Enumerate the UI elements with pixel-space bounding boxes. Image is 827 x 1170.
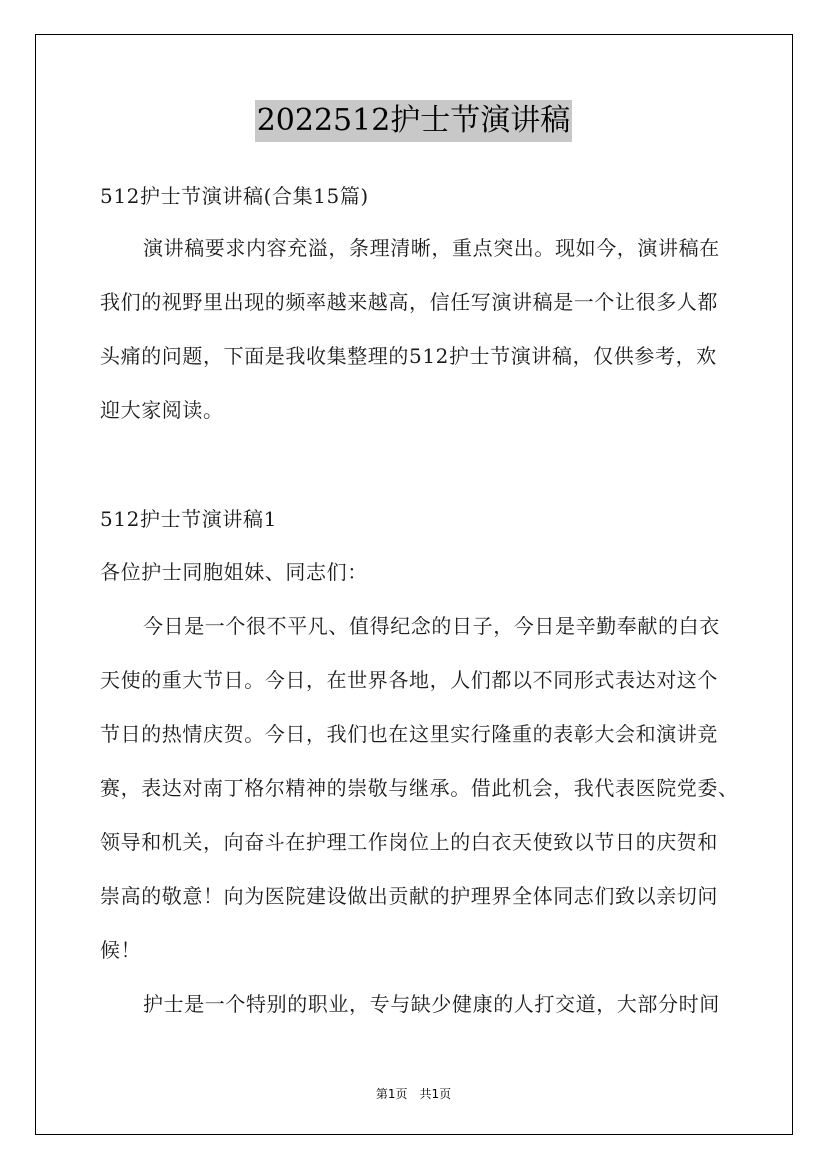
intro-line-2: 我们的视野里出现的频率越来越高，信任写演讲稿是一个让很多人都 xyxy=(100,290,718,314)
paragraph1-line-2: 天使的重大节日。今日，在世界各地，人们都以不同形式表达对这个 xyxy=(100,668,718,692)
page-total: 共1页 xyxy=(419,1087,452,1101)
title-text: 2022512护士节演讲稿 xyxy=(255,100,573,142)
paragraph1-line-5: 领导和机关，向奋斗在护理工作岗位上的白衣天使致以节日的庆贺和 xyxy=(100,830,718,854)
salutation: 各位护士同胞姐妹、同志们： xyxy=(100,560,368,584)
intro-line-1: 演讲稿要求内容充溢，条理清晰，重点突出。现如今，演讲稿在 xyxy=(143,236,720,260)
paragraph2-line-1: 护士是一个特别的职业，专与缺少健康的人打交道，大部分时间 xyxy=(143,992,720,1016)
page-footer xyxy=(0,1085,827,1102)
document-title xyxy=(0,100,827,142)
document-subtitle: 512护士节演讲稿(合集15篇) xyxy=(100,184,369,208)
paragraph1-line-7: 候！ xyxy=(100,938,142,962)
intro-line-4: 迎大家阅读。 xyxy=(100,398,224,422)
paragraph1-line-3: 节日的热情庆贺。今日，我们也在这里实行隆重的表彰大会和演讲竞 xyxy=(100,722,718,746)
paragraph1-line-4: 赛，表达对南丁格尔精神的崇敬与继承。借此机会，我代表医院党委、 xyxy=(100,776,739,800)
paragraph1-line-6: 崇高的敬意！向为医院建设做出贡献的护理界全体同志们致以亲切问 xyxy=(100,884,718,908)
paragraph1-line-1: 今日是一个很不平凡、值得纪念的日子，今日是辛勤奉献的白衣 xyxy=(143,614,720,638)
section-heading: 512护士节演讲稿1 xyxy=(100,507,277,531)
intro-line-3: 头痛的问题，下面是我收集整理的512护士节演讲稿，仅供参考，欢 xyxy=(100,344,717,368)
page-number: 第1页 xyxy=(375,1087,408,1101)
